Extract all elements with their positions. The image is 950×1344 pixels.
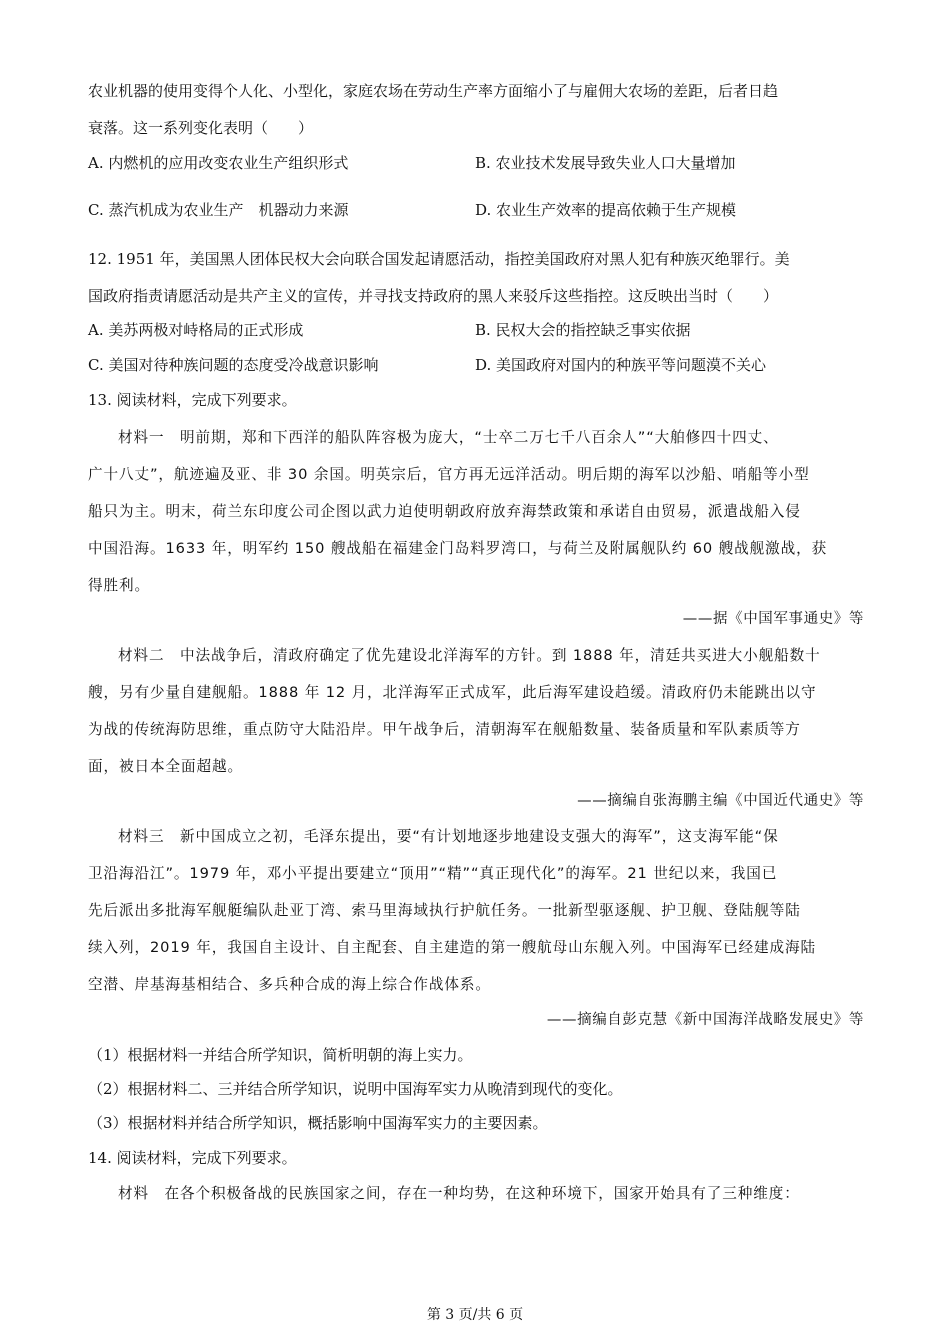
q13-material2-source: ——摘编自张海鹏主编《中国近代通史》等 <box>577 793 864 809</box>
q13-material1-line-4: 中国沿海。1633 年，明军约 150 艘战船在福建金门岛料罗湾口，与荷兰及附属舰队约 60 艘战舰激战，获 <box>88 540 828 557</box>
q13-material1-line-3: 船只为主。明末，荷兰东印度公司企图以武力迫使明朝政府放弃海禁政策和承诺自由贸易，派遣战船入侵 <box>88 503 801 520</box>
q13-requirement-1: （1）根据材料一并结合所学知识，简析明朝的海上实力。 <box>88 1046 473 1064</box>
q12-stem-line-1: 12. 1951 年，美国黑人团体民权大会向联合国发起请愿活动，指控美国政府对黑人犯有种族灭绝罪行。美 <box>88 250 790 268</box>
page-number-footer: 第 3 页/共 6 页 <box>426 1307 524 1323</box>
q13-material1-line-5: 得胜利。 <box>88 577 150 594</box>
q14-material-line-1: 材料 在各个积极备战的民族国家之间，存在一种均势，在这种环境下，国家开始具有了三种维度： <box>118 1185 800 1202</box>
q12-option-b: B. 民权大会的指控缺乏事实依据 <box>475 321 691 339</box>
q11-option-d: D. 农业生产效率的提高依赖于生产规模 <box>475 201 737 219</box>
q13-material1-line-1: 材料一 明前期，郑和下西洋的船队阵容极为庞大，“士卒二万七千八百余人”“大舶修四十四丈、 <box>118 429 779 446</box>
q11-stem-line-2: 衰落。这一系列变化表明（ ） <box>88 119 314 137</box>
q12-option-d: D. 美国政府对国内的种族平等问题漠不关心 <box>475 356 767 374</box>
q13-material2-line-1: 材料二 中法战争后，清政府确定了优先建设北洋海军的方针。到 1888 年，清廷共买进大小舰船数十 <box>118 647 821 664</box>
q12-option-c: C. 美国对待种族问题的态度受冷战意识影响 <box>88 356 379 374</box>
q12-option-a: A. 美苏两极对峙格局的正式形成 <box>88 321 304 339</box>
q13-material3-line-4: 续入列，2019 年，我国自主设计、自主配套、自主建造的第一艘航母山东舰入列。中国海军已经建成海陆 <box>88 939 817 956</box>
q13-material1-source: ——据《中国军事通史》等 <box>682 611 864 627</box>
q13-material2-line-2: 艘，另有少量自建舰船。1888 年 12 月，北洋海军正式成军，此后海军建设趋缓。清政府仍未能跳出以守 <box>88 684 817 701</box>
q13-material2-line-4: 面，被日本全面超越。 <box>88 758 243 775</box>
q13-requirement-2: （2）根据材料二、三并结合所学知识，说明中国海军实力从晚清到现代的变化。 <box>88 1080 623 1098</box>
q13-material3-line-5: 空潜、岸基海基相结合、多兵种合成的海上综合作战体系。 <box>88 976 491 993</box>
q13-material3-line-1: 材料三 新中国成立之初，毛泽东提出，要“有计划地逐步地建设支强大的海军”，这支海军能“保 <box>118 828 779 845</box>
q13-requirement-3: （3）根据材料并结合所学知识，概括影响中国海军实力的主要因素。 <box>88 1114 548 1132</box>
q13-material3-line-3: 先后派出多批海军舰艇编队赴亚丁湾、索马里海域执行护航任务。一批新型驱逐舰、护卫舰、登陆舰等陆 <box>88 902 801 919</box>
q13-material3-line-2: 卫沿海沿江”。1979 年，邓小平提出要建立“顶用”“精”“真正现代化”的海军。21 世纪以来，我国已 <box>88 865 778 882</box>
q14-title: 14. 阅读材料，完成下列要求。 <box>88 1149 297 1167</box>
q13-material3-source: ——摘编自彭克慧《新中国海洋战略发展史》等 <box>546 1012 864 1028</box>
q13-material1-line-2: 广十八丈”，航迹遍及亚、非 30 余国。明英宗后，官方再无远洋活动。明后期的海军以沙船、哨船等小型 <box>88 466 810 483</box>
q11-option-c: C. 蒸汽机成为农业生产 机器动力来源 <box>88 201 349 219</box>
q11-stem-line-1: 农业机器的使用变得个人化、小型化，家庭农场在劳动生产率方面缩小了与雇佣大农场的差距，后者日趋 <box>88 82 779 100</box>
q12-stem-line-2: 国政府指责请愿活动是共产主义的宣传，并寻找支持政府的黑人来驳斥这些指控。这反映出当时（ ） <box>88 287 779 305</box>
q11-option-b: B. 农业技术发展导致失业人口大量增加 <box>475 154 736 172</box>
q13-title: 13. 阅读材料，完成下列要求。 <box>88 391 297 409</box>
q11-option-a: A. 内燃机的应用改变农业生产组织形式 <box>88 154 349 172</box>
q13-material2-line-3: 为战的传统海防思维，重点防守大陆沿岸。甲午战争后，清朝海军在舰船数量、装备质量和军队素质等方 <box>88 721 801 738</box>
